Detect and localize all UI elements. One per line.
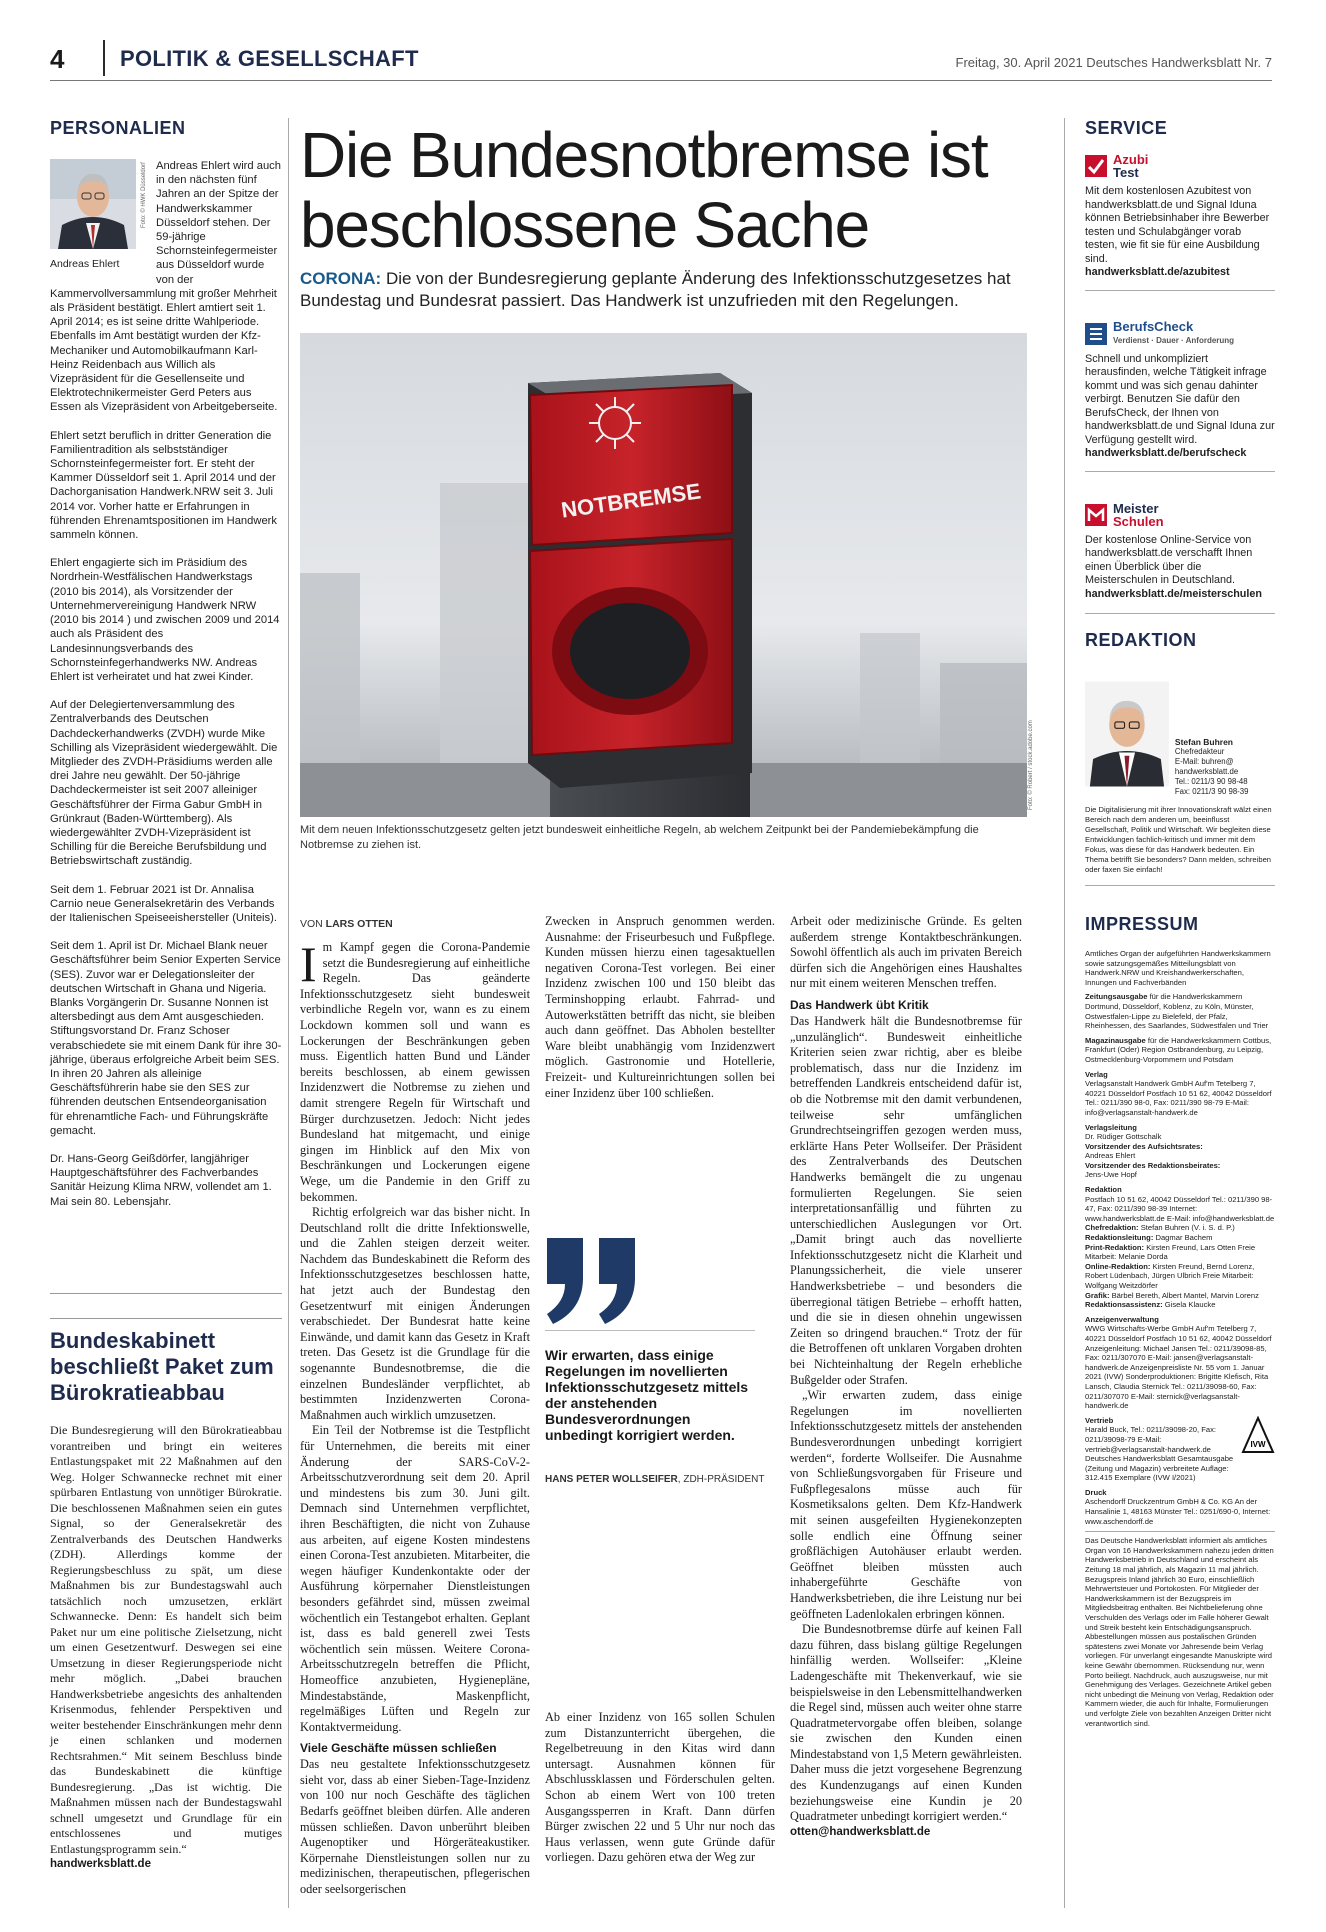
checklist-icon xyxy=(1085,323,1107,345)
byline-prefix: VON xyxy=(300,918,326,930)
article-c3-p1: Arbeit oder medizinische Gründe. Es gelten außerdem strenge Kontaktbeschränkungen. Sowohl öffentlich als auch im privaten Bereich dürfen sich die Angehörigen eines Haushaltes nur mit einem weiteren Menschen treffen. xyxy=(790,914,1022,991)
text: Aschendorff Druckzentrum GmbH & Co. KG An der Hansalinie 1, 48163 Münster Tel.: 0251/690-0, Internet: www.aschendorff.de xyxy=(1085,1497,1271,1526)
impressum-druck xyxy=(1085,1488,1275,1526)
personalien-body xyxy=(50,159,282,1209)
header-separator xyxy=(103,40,105,76)
buerokratie-link[interactable]: handwerksblatt.de xyxy=(50,1858,151,1870)
redaktion-block xyxy=(1085,669,1275,799)
column-rule xyxy=(1064,118,1065,1908)
impressum-intro: Amtliches Organ der aufgeführten Handwerkskammern sowie satzungsgemäßes Mitteilungsblatt von Handwerk.NRW und Kreishandwerkerschaften, Innungen und Fachverbänden xyxy=(1085,949,1271,987)
text: Gisela Klaucke xyxy=(1162,1300,1216,1310)
impressum-redaktion xyxy=(1085,1185,1275,1310)
author-email[interactable]: otten@handwerksblatt.de xyxy=(790,1825,931,1838)
personalien-p6: Seit dem 1. April ist Dr. Michael Blank neuer Geschäftsführer beim Senior Experten Service (SES). Zuvor war er Delegationsleiter der deutschen Wirtschaft in Ghana und Nigeria. Blanks Vorgängerin Dr. Susanne Nonnen ist altersbedingt aus dem Amt ausgeschieden. Stiftungsvorstand Dr. Franz Schoser verabschiedete sie mit einem Dank für ihre 30-jährige, überaus erfolgreiche Arbeit beim SES. In ihren 20 Jahren als alleinige Geschäftsführerin habe sie den SES zur führenden deutschen Entsendeorganisation für ehrenamtliche Fach- und Führungskräfte gemacht. xyxy=(50,940,282,1137)
azubitest-link[interactable]: handwerksblatt.de/azubitest xyxy=(1085,266,1230,278)
notbremse-illustration xyxy=(300,333,1027,817)
text: Andreas Ehlert xyxy=(1085,1151,1136,1161)
quote-source xyxy=(545,1474,764,1485)
meister-logo-text: Meister xyxy=(1113,500,1159,516)
impressum-magazin xyxy=(1085,1036,1275,1065)
quote-mark-icon xyxy=(545,1238,645,1328)
article-photo xyxy=(300,333,1027,817)
impressum-outro: Das Deutsche Handwerksblatt informiert als amtliches Organ von 16 Handwerkskammern nahezu jeden dritten Handwerksbetrieb in Deutschland und erscheint als Zeitung 18 mal jährlich, als Magazin 11 mal jährlich. Bezugspreis Inland jährlich 30 Euro, einschließlich Mehrwertsteuer und Portokosten. Für Mitglieder der Handwerkskammern ist der Bezugspreis im Mitgliedsbeitrag enthalten. Bei Nichtbelieferung ohne Verschulden des Verlags oder im Falle höherer Gewalt und Streik besteht kein Entschädigungsanspruch. Abbestellungen müssen aus postalischen Gründen spätestens zwei Monate vor Jahresende beim Verlag vorliegen. Für unverlangt eingesandte Manuskripte wird keine Gewähr übernommen. Rücksendung nur, wenn Porto beiliegt. Nachdruck, auch auszugsweise, nur mit Genehmigung des Verlages. Gezeichnete Artikel geben nicht unbedingt die Meinung von Verlag, Redaktion oder Kammern wieder, die auch für Inhalte, Formulierungen und verfolgte Ziele von bezahlten Anzeigen Dritter nicht verantwortlich sind. xyxy=(1085,1531,1275,1728)
service-column xyxy=(1085,118,1275,1733)
article-c3-p2: Das Handwerk hält die Bundesnotbremse für „unzulänglich“. Bundesweit einheitliche Kriterien seien zwar richtig, aber es bleibe problematisch, dass nur die Inzidenz im betreffenden Landkreis entscheidend dafür ist, ob die Notbremse mit den damit verbundenen, teilweise sehr umfänglichen Grundrechtseingriffen gezogen werden muss, erklärte Hans Peter Wollseifer. Der Präsident des Zentralverbands des Deutschen Handwerks bemängelt die zu ungenau formulierten Regelungen. Sie seien interpretationsanfällig und führten zu unterschiedlichen Auslegungen vor Ort. „Damit bringt auch das novellierte Infektionsschutzgesetz nicht die Klarheit und Planungssicherheit, die viele unserer Handwerksbetriebe – und besonders die überregional tätigen Betriebe – erhofft hatten, und die sie in diesen ohnehin ungewissen Zeiten so dringend brauchen.“ Trotz der für die Betroffenen oft unklaren Vorgaben drohten bei Nichteinhaltung der Regeln erhebliche Bußgelder oder Strafen. xyxy=(790,1013,1022,1387)
article-c1-p3: Ein Teil der Notbremse ist die Testpflicht für Unternehmen, die bereits mit einer Änderung der SARS-CoV-2-Arbeitsschutzverordnung seit dem 20. April und mindestens bis zum 30. Juni gilt. Demnach sind Unternehmen verpflichtet, ihren Beschäftigten, die nicht von Zuhause aus arbeiten, auf eigene Kosten mindestens einen Corona-Test anzubieten. Mitarbeiter, die wegen häufiger Kundenkontakte oder der Ausführung körpernaher Dienstleistungen besonders gefährdet sind, müssen zweimal wöchentlich ein Testangebot erhalten. Geplant ist, dass es bald generell zwei Tests wöchentlich sein müssen. Weitere Corona-Arbeitsschutzregeln betreffen die Pflicht, Homeoffice anzubieten, Hygienepläne, Mindestabstände, Maskenpflicht, regelmäßiges Lüften und Regeln zur Kontaktvermeidung. xyxy=(300,1423,530,1734)
article-c3-p4: Die Bundesnotbremse dürfe auf keinen Fall dazu führen, dass bislang gültige Regelungen hinfällig werden. Wollseifer: „Kleine Ladengeschäfte mit Thekenverkauf, wie sie beispielsweise in den Lebensmittelhandwerken die Regel sind, müssen auch weiter ohne starre Quadratmetervorgabe offen bleiben, solange sie zwischen den Kunden einen Mindestabstand von 1,5 Metern gewährleisten. Daher muss die jetzt vorgesehene Begrenzung des Kundenzugangs auf einen Kunden beziehungsweise eine Kundin je 20 Quadratmeter unbedingt korrigiert werden.“ xyxy=(790,1622,1022,1824)
redaktion-title: REDAKTION xyxy=(1085,630,1197,650)
label: Verlagsleitung xyxy=(1085,1122,1137,1132)
meisterschulen-logo xyxy=(1085,502,1275,528)
text: Postfach 10 51 62, 40042 Düsseldorf Tel.: 0211/390 98-47, Fax: 0211/390 98-39 Internet: www.handwerksblatt.de E-Mail: info@handwerksblatt.de xyxy=(1085,1194,1275,1223)
text: Bärbel Bereth, Albert Mantel, Marvin Lorenz xyxy=(1109,1290,1259,1300)
article-c1-p4: Das neu gestaltete Infektionsschutzgesetz sieht vor, dass ab einer Sieben-Tage-Inzidenz von 100 nur noch Geschäfte des täglichen Bedarfs geöffnet bleiben dürfen. Alle anderen müssen schließen. Davon unberührt bleiben Augenoptiker und Hörgeräteakustiker. Körpernahe Dienstleistungen sollen nur zu medizinischen, therapeutischen, pflegerischen oder seelsorgerischen xyxy=(300,1757,530,1897)
quote-author: HANS PETER WOLLSEIFER xyxy=(545,1474,678,1485)
label: Grafik: xyxy=(1085,1290,1110,1300)
label: Magazinausgabe xyxy=(1085,1035,1146,1045)
article-subtitle-text: Die von der Bundesregierung geplante Änderung des Infektionsschutzgesetzes hat Bundestag und Bundesrat passiert. Das Handwerk ist unzufrieden mit den Regelungen. xyxy=(300,269,1011,310)
label: Redaktion xyxy=(1085,1185,1122,1195)
personalien-column xyxy=(50,118,282,1223)
divider xyxy=(1085,290,1275,291)
divider xyxy=(1085,885,1275,886)
label: Chefredaktion: xyxy=(1085,1223,1139,1233)
berufscheck-logo-text: BerufsCheck xyxy=(1113,318,1194,334)
ivw-logo-icon xyxy=(1241,1416,1275,1456)
ivw-logo-text: IVW xyxy=(1250,1439,1266,1449)
berufscheck-logo xyxy=(1085,318,1275,347)
personalien-p7: Dr. Hans-Georg Geißdörfer, langjähriger Hauptgeschäftsführer des Fachverbandes Sanitär Heizung Klima NRW, vollendet am 1. Mai sein 80. Lebensjahr. xyxy=(50,1153,272,1208)
impressum-verlagsleitung xyxy=(1085,1123,1275,1181)
berufscheck-logo-sub: Verdienst · Dauer · Anforderung xyxy=(1113,335,1235,345)
header-rule xyxy=(50,80,1272,81)
berufscheck-text: Schnell und unkompliziert herausfinden, welche Tätigkeit infrage kommt und was sich genau dahinter verbirgt. Benutzen Sie dafür den BerufsCheck, der Ihnen von handwerksblatt.de und Signal Iduna zur Verfügung gestellt wird. xyxy=(1085,352,1275,446)
article-subtitle xyxy=(300,268,1040,312)
divider xyxy=(1085,471,1275,472)
impressum-zeitung xyxy=(1085,992,1275,1030)
text: Dagmar Bachem xyxy=(1153,1233,1213,1243)
impressum-title: IMPRESSUM xyxy=(1085,914,1199,934)
azubitest-logo-text: Azubi xyxy=(1113,152,1149,167)
azubitest-text: Mit dem kostenlosen Azubitest von handwerksblatt.de und Signal Iduna können Betriebsinhaber ihre Bewerber testen und Schulabgänger vorab testen, wie fit sie für eine Ausbildung sind. xyxy=(1085,185,1270,265)
impressum-body xyxy=(1085,949,1275,1728)
personalien-p2: Ehlert setzt beruflich in dritter Generation die Familientradition als selbstständiger Schornsteinfegermeister fort. Er steht der Kammer Düsseldorf seit 1. April 2014 und der Dachorganisation Handwerk.NRW seit 3. Juli 2014 vor. Vorher hatte er Erfahrungen in führenden Ehrenamtspositionen im Handwerk sammeln können. xyxy=(50,429,277,542)
personalien-title: PERSONALIEN xyxy=(50,118,186,138)
berufscheck-link[interactable]: handwerksblatt.de/berufscheck xyxy=(1085,447,1247,459)
label: Verlag xyxy=(1085,1069,1108,1079)
text: für die Handwerkskammern Cottbus, Frankfurt (Oder) Region Ostbrandenburg, zu Leipzig, Ostmecklenburg-Vorpommern und Potsdam xyxy=(1085,1035,1272,1064)
personalien-p4: Auf der Delegiertenversammlung des Zentralverbands des Deutschen Dachdeckerhandwerks (ZVDH) wurde Mike Schilling als Vizepräsident wiedergewählt. Die Mitglieder des ZVDH-Präsidiums werden alle drei Jahre neu gewählt. Der 50-jährige Dachdeckermeister ist seit 2007 alleiniger Geschäftsführer der Firma Gabur GmbH in Grünkraut (Baden-Württemberg). Als wiedergewählter ZVDH-Vizepräsident ist Schilling für die Bereiche Berufsbildung und Betriebswirtschaft zuständig. xyxy=(50,699,278,868)
article-c3-p3: „Wir erwarten zudem, dass einige Regelungen im novellierten Infektionsschutzgesetz mittels der anstehenden Bundesverordnungen unbedingt korrigiert werden“, forderte Wollseifer. Die Ausnahme von Schließungsvorgaben für Friseure und Fußpflegesalons müsse auch für Kosmetiksalons gelten. Dem Kfz-Handwerk mit seinen ausgefeilten Hygienekonzepten solle endlich eine Öffnung seiner großflächigen Autohäuser erlaubt werden. Geöffnet bleiben müssten auch inhabergeführte Geschäfte von Handwerksbetrieben, die ihre Leistung nur bei geöffneten Ladenlokalen erbringen können. xyxy=(790,1388,1022,1621)
article-subheading: Viele Geschäfte müssen schließen xyxy=(300,1741,497,1756)
editor-tel: Tel.: 0211/3 90 98-48 xyxy=(1174,777,1248,786)
azubitest-logo xyxy=(1085,153,1275,179)
text: Kirsten Freund, Lars Otten Freie Mitarbeit: Melanie Dorda xyxy=(1085,1242,1256,1262)
page-number: 4 xyxy=(50,44,65,74)
text: WWG Wirtschafts-Werbe GmbH Auf'm Tetelberg 7, 40221 Düsseldorf Postfach 10 51 62, 40042 Düsseldorf Anzeigenleitung: Michael Jansen Tel.: 0211/39098-85, Fax: 0211/307070 E-Mail: jansen@verlagsanstalt-handwerk.de Anzeigenpreisliste Nr. 55 vom 1. Januar 2021 (IVW) Sonderproduktionen: Brigitte Klefisch, Rita Lansch, Claudia Sternick Tel.: 0211/39098-60, Fax: 0211/307070 E-Mail: sternick@verlagsanstalt-handwerk.de xyxy=(1085,1324,1272,1411)
editor-email[interactable]: E-Mail: buhren@ handwerksblatt.de xyxy=(1174,757,1239,776)
quote-role: , ZDH-PRÄSIDENT xyxy=(677,1474,765,1485)
editor-name: Stefan Buhren xyxy=(1174,737,1233,747)
label: Online-Redaktion: xyxy=(1085,1261,1151,1271)
label: Redaktionsassistenz: xyxy=(1085,1300,1163,1310)
service-title: SERVICE xyxy=(1085,118,1168,138)
label: Anzeigenverwaltung xyxy=(1085,1314,1159,1324)
label: Redaktionsleitung: xyxy=(1085,1233,1154,1243)
divider xyxy=(50,1293,282,1294)
text: Kirsten Freund, Bernd Lorenz, Robert Lüdenbach, Jürgen Ulbrich Freie Mitarbeit: Wolfgang Weitzdörfer xyxy=(1085,1261,1255,1290)
azubitest-icon xyxy=(1085,155,1107,177)
text: für die Handwerkskammern Dortmund, Düsseldorf, Koblenz, zu Köln, Münster, Ostwestfalen-Lippe zu Bielefeld, der Pfalz, Rheinhessen, des Saarlandes, Südwestfalen und Trier xyxy=(1085,992,1269,1031)
ehlert-photo-block xyxy=(50,159,148,271)
divider xyxy=(50,1318,282,1319)
column-rule xyxy=(288,118,289,1908)
byline-author: LARS OTTEN xyxy=(325,918,393,930)
byline xyxy=(300,918,393,930)
text: Stefan Buhren (V. i. S. d. P.) xyxy=(1138,1223,1235,1233)
article-c2-p2: Ab einer Inzidenz von 165 sollen Schulen zum Distanzunterricht übergehen, die Regelbetreuung in den Kitas wird dann untersagt. Ausnahmen können für Abschlussklassen und Förderschulen gelten. Schon ab einem Wert von 100 treten Ausgangssperren in Kraft. Dann dürfen Bürger zwischen 22 und 5 Uhr nur noch das Haus verlassen, wenn gute Gründe dafür vorliegen. Dazu gehören etwa der Weg zur xyxy=(545,1710,775,1865)
label: Vorsitzender des Aufsichtsrates: xyxy=(1085,1141,1203,1151)
editor-role: Chefredakteur xyxy=(1174,747,1225,756)
text: Harald Buck, Tel.: 0211/39098-20, Fax: 0211/39098-79 E-Mail: vertrieb@verlagsanstalt-handwerk.de Deutsches Handwerksblatt Gesamtausgabe (Zeitung und Magazin) verbreitete Auflage: 312.415 Exemplare (IVW I/2021) xyxy=(1085,1425,1234,1483)
label: Druck xyxy=(1085,1487,1107,1497)
divider xyxy=(1085,613,1275,614)
photo-caption: Mit dem neuen Infektionsschutzgesetz gelten jetzt bundesweit einheitliche Regeln, ab welchem Zeitpunkt bei der Pandemiebekämpfung die Notbremse zu ziehen ist. xyxy=(300,824,979,851)
ehlert-photo-caption: Andreas Ehlert xyxy=(50,258,120,271)
label: Print-Redaktion: xyxy=(1085,1242,1145,1252)
impressum-anzeigen xyxy=(1085,1315,1275,1411)
article-headline: Die Bundesnotbremse ist beschlossene Sache xyxy=(300,119,988,261)
article-column-2 xyxy=(545,914,775,1101)
meister-icon xyxy=(1085,504,1107,526)
article-column-1 xyxy=(300,936,530,1898)
article-kicker: CORONA: xyxy=(300,269,382,288)
article-c1-p1-text: m Kampf gegen die Corona-Pandemie setzt die Bundesregierung auf einheitliche Regeln. Das geänderte Infektionsschutzgesetz sieht bundesweit verbindliche Regeln vor, wann es zu einem Lockdown kommen soll und wann es Lockerungen der Beschränkungen geben muss. Eigentlich hatten Bund und Länder bereits beschlossen, ab einem gewissen Inzidenzwert die Notbremse zu ziehen und damit strengere Regeln für Wirtschaft und Bürger durchzusetzen. Jedoch: Nicht jedes Bundesland hat mitgemacht, und einige gingen im Hinblick auf den Mix von Beschränkungen und Lockerungen eigene Wege, um die Pandemie in den Griff zu bekommen. xyxy=(300,940,530,1204)
notbremse-label: NOTBREMSE xyxy=(559,478,703,523)
photo-credit: Foto: © Robert / stock.adobe.com xyxy=(1028,720,1034,810)
article-subheading: Das Handwerk übt Kritik xyxy=(790,997,929,1012)
ehlert-portrait xyxy=(50,159,136,249)
impressum-verlag xyxy=(1085,1070,1275,1118)
text: Verlagsanstalt Handwerk GmbH Auf'm Tetelberg 7, 40221 Düsseldorf Postfach 10 51 62, 40042 Düsseldorf Tel.: 0211/390 98-0, Fax: 0211/390 98-79 E-Mail: info@verlagsanstalt-handwerk.de xyxy=(1085,1079,1272,1117)
label: Zeitungsausgabe xyxy=(1085,992,1148,1002)
meister-logo-text2: Schulen xyxy=(1113,513,1164,529)
article-column-2-bottom xyxy=(545,1710,775,1866)
text: Dr. Rüdiger Gottschalk xyxy=(1085,1132,1162,1142)
quote-divider xyxy=(545,1330,755,1331)
section-title: POLITIK & GESELLSCHAFT xyxy=(120,46,419,71)
article-c1-p1 xyxy=(300,936,530,1205)
personalien-p5: Seit dem 1. Februar 2021 ist Dr. Annalisa Carnio neue Generalsekretärin des Verbands der Italienischen Speiseeishersteller (Uniteis). xyxy=(50,883,277,924)
label: Vorsitzender des Redaktionsbeirates: xyxy=(1085,1160,1221,1170)
buhren-portrait xyxy=(1085,669,1169,799)
label: Vertrieb xyxy=(1085,1415,1114,1425)
pull-quote: Wir erwarten, dass einige Regelungen im novellierten Infektionsschutzgesetz mittels der anstehenden Bundesverordnungen unbedingt korrigiert werden. xyxy=(545,1347,749,1443)
drop-cap: I xyxy=(300,936,317,992)
editor-fax: Fax: 0211/3 90 98-39 xyxy=(1174,787,1249,796)
issue-info: Freitag, 30. April 2021 Deutsches Handwerksblatt Nr. 7 xyxy=(955,55,1272,70)
article-c1-p2: Richtig erfolgreich war das bisher nicht. In Deutschland rollt die dritte Infektionswelle, und die Zahlen steigen derzeit weiter. Nachdem das Bundeskabinett die Reform des Infektionsschutzgesetzes beschlossen hatte, hat jetzt auch der Bundestag den Gesetzentwurf mit einigen Änderungen verabschiedet. Der Bundesrat hatte keine Einwände, und damit kann das Gesetz in Kraft treten. Das Gesetz ist die Grundlage für die sogenannte Bundesnotbremse, die die einzelnen Bundesländer verpflichtet, ab bestimmten Inzidenzwerten Corona-Maßnahmen auch wirklich umzusetzen. xyxy=(300,1205,530,1422)
meisterschulen-text: Der kostenlose Online-Service von handwerksblatt.de verschafft Ihnen einen Überblick über die Meisterschulen in Deutschland. xyxy=(1085,533,1253,586)
buerokratie-text: Die Bundesregierung will den Bürokratieabbau vorantreiben und bringt ein weiteres Entlastungspaket mit 22 Maßnahmen auf den Weg. Holger Schwannecke rechnet mit einer spürbaren Entlastung von unnötiger Bürokratie. Die beschlossenen Maßnahmen seien ein gutes Signal, so der Generalsekretär des Zentralverbands des Deutschen Handwerks (ZDH). Allerdings komme der Regierungsbeschluss zu spät, um diese Maßnahmen bis zur Bundestagswahl auch tatsächlich noch umzusetzen, erklärt Schwannecke. Denn: Es handelt sich beim Paket nur um eine politische Zielsetzung, nicht um einen Gesetzentwurf. Deswegen sei eine Umsetzung in dieser Regierungsperiode nicht mehr möglich. „Dabei brauchen Handwerksbetriebe angesichts des anhaltenden Krisenmodus, fehlender Perspektiven und weiter bestehender Einschränkungen mehr denn je einen schlanken und modernen Rechtsrahmen.“ Mit seinem Beschluss binde das Bundeskabinett die künftige Bundesregierung. „Das ist wichtig. Die Maßnahmen müssen nach der Bundestagswahl schnell umgesetzt und Grundlage für ein entschlossenes und mutiges Entlastungsprogramm sein.“ xyxy=(50,1423,282,1856)
personalien-p1: Andreas Ehlert wird auch in den nächsten fünf Jahren an der Spitze der Handwerkskammer Düsseldorf stehen. Der 59-jährige Schornsteinfegermeister aus Düsseldorf wurde von der Kammervollversammlung mit großer Mehrheit als Präsident bestätigt. Ehlert amtiert seit 1. April 2014; es ist seine dritte Wahlperiode. Ebenfalls im Amt bestätigt wurden der Kfz-Mechaniker und Automobilkaufmann Karl-Heinz Reidenbach aus Willich als Vizepräsident für die Gesellenseite und Elektrotechnikermeister Gerd Peters aus Essen als Vizepräsident von Arbeitgeberseite. xyxy=(50,160,281,414)
article-c2-p1: Zwecken in Anspruch genommen werden. Ausnahme: der Friseurbesuch und Fußpflege. Kunden müssen hierzu einen tagesaktuellen negativen Corona-Test vorlegen. Bei einer Inzidenz zwischen 100 und 150 bleibt das Terminshopping erlaubt. Fahrrad- und Autowerkstätten betrifft das nicht, sie bleiben auch dann geöffnet. Das Abholen bestellter Ware bleibt unabhängig vom Inzidenzwert möglich. Gastronomie und Hotellerie, Freizeit- und Kultureinrichtungen sollen bei einer Inzidenz über 100 schließen. xyxy=(545,914,775,1100)
personalien-p3: Ehlert engagierte sich im Präsidium des Nordrhein-Westfälischen Handwerkstags (2010 bis 2014), als Vorsitzender der Unternehmervereinigung Handwerk NRW (2010 bis 2014 ) und zwischen 2009 und 2014 auch als Präsident des Landesinnungsverbands des Schornsteinfegerhandwerks NW. Andreas Ehlert ist verheiratet und hat zwei Kinder. xyxy=(50,557,280,683)
photo-credit: Foto: © HWK Düsseldorf xyxy=(141,162,147,228)
impressum-vertrieb xyxy=(1085,1416,1275,1483)
buerokratie-headline: Bundeskabinett beschließt Paket zum Bürokratieabbau xyxy=(50,1328,274,1405)
text: Jens-Uwe Hopf xyxy=(1085,1170,1137,1180)
article-column-3 xyxy=(790,914,1022,1840)
redaktion-text: Die Digitalisierung mit ihrer Innovationskraft wälzt einen Bereich nach dem anderen um, beeinflusst Gesellschaft, Politik und Wirtschaft. Wir begleiten diese Entwicklungen fachlich-kritisch und immer mit dem Fokus, was diese für das Handwerk bedeuten. Ein Thema betrifft Sie besonders? Dann melden, schreiben oder faxen Sie einfach! xyxy=(1085,805,1272,874)
azubitest-logo-text2: Test xyxy=(1113,165,1139,180)
meisterschulen-link[interactable]: handwerksblatt.de/meisterschulen xyxy=(1085,587,1263,600)
buerokratie-body xyxy=(50,1423,282,1873)
